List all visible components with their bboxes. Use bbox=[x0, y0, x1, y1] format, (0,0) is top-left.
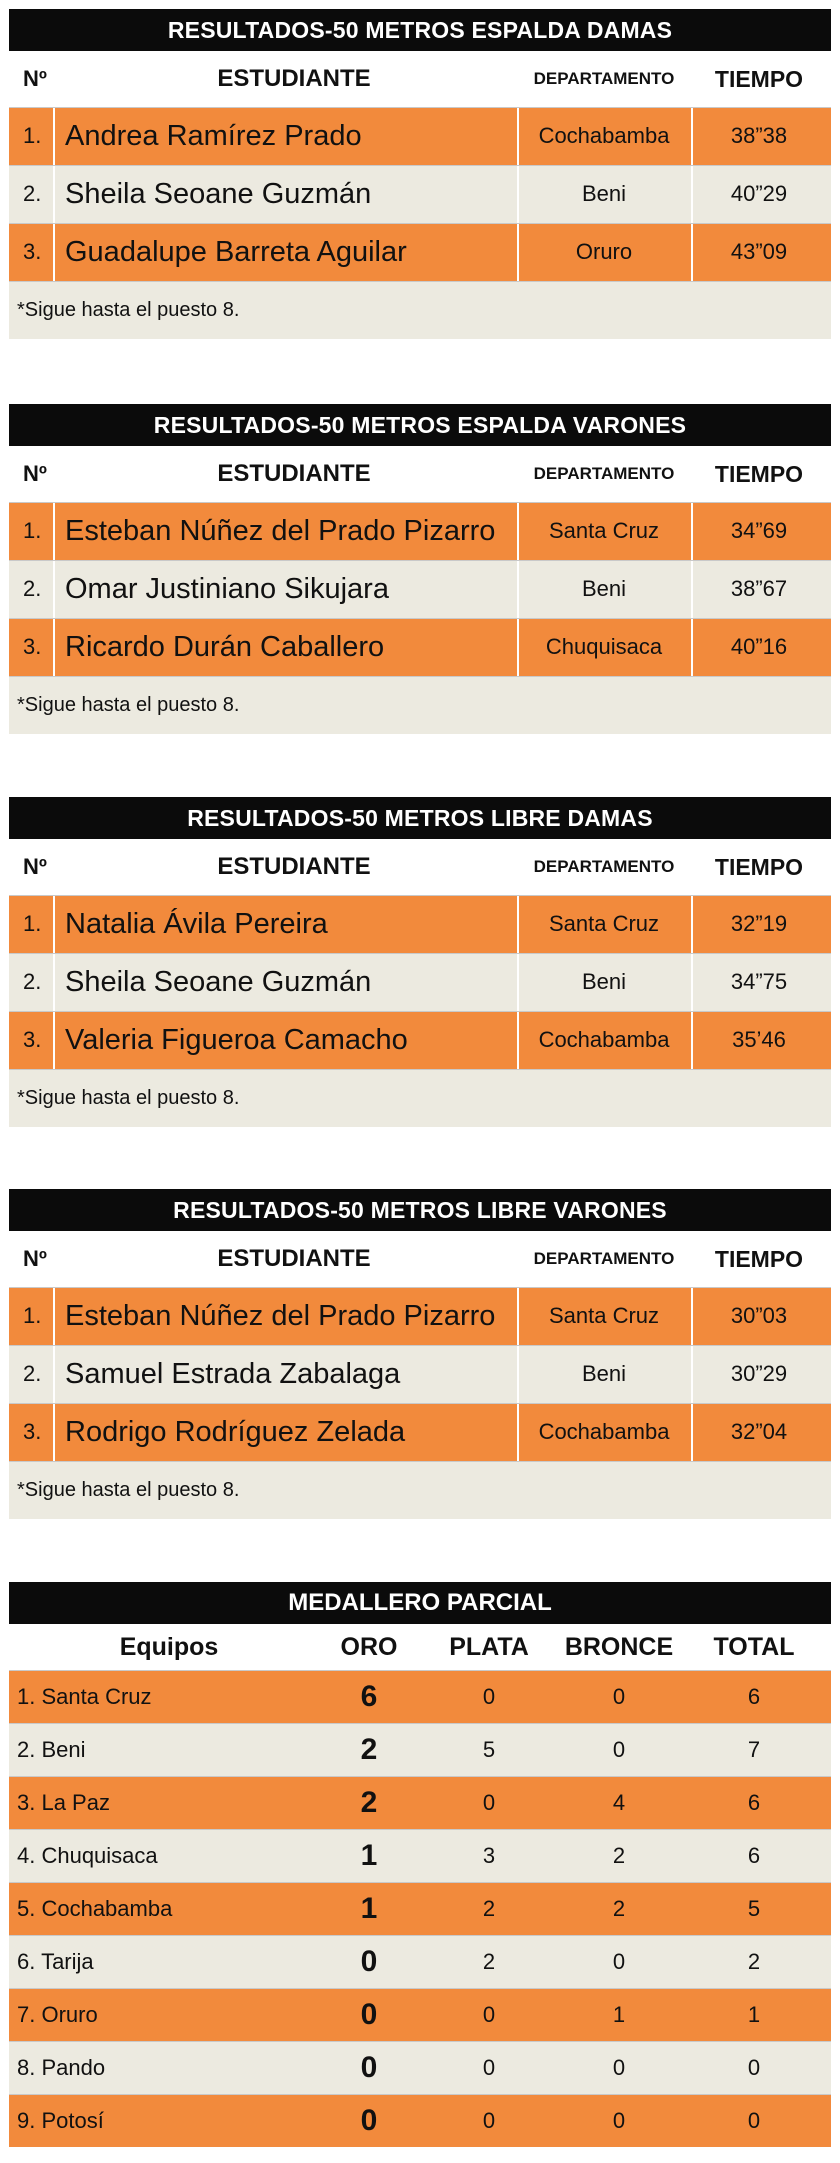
column-divider bbox=[517, 1012, 519, 1069]
student-name: Sheila Seoane Guzmán bbox=[65, 966, 372, 998]
medal-row bbox=[9, 1988, 831, 2041]
medal-row bbox=[9, 1935, 831, 1988]
table-row bbox=[9, 223, 831, 281]
department-name: Beni bbox=[581, 969, 627, 994]
place-number: 2. bbox=[23, 969, 42, 994]
total-count: 2 bbox=[747, 1949, 761, 1974]
medal-row bbox=[9, 2094, 831, 2147]
table-row bbox=[9, 1011, 831, 1069]
header-num: Nº bbox=[23, 461, 47, 486]
place-number: 1. bbox=[23, 1303, 42, 1328]
table-row bbox=[9, 560, 831, 618]
header-team: Equipos bbox=[119, 1633, 219, 1661]
bronze-count: 2 bbox=[612, 1896, 626, 1921]
silver-count: 0 bbox=[482, 2055, 496, 2080]
department-name: Chuquisaca bbox=[545, 634, 663, 659]
header-num: Nº bbox=[23, 1246, 47, 1271]
table-row bbox=[9, 502, 831, 560]
column-divider bbox=[517, 166, 519, 223]
student-name: Esteban Núñez del Prado Pizarro bbox=[65, 515, 496, 547]
department-name: Cochabamba bbox=[538, 1027, 670, 1052]
column-divider bbox=[691, 896, 693, 953]
gold-count: 6 bbox=[360, 1680, 378, 1713]
header-time: TIEMPO bbox=[714, 854, 804, 880]
table-row bbox=[9, 953, 831, 1011]
race-time: 34”69 bbox=[730, 518, 788, 543]
header-num: Nº bbox=[23, 66, 47, 91]
race-time: 35’46 bbox=[732, 1027, 786, 1052]
header-time: TIEMPO bbox=[714, 66, 804, 92]
department-name: Oruro bbox=[575, 239, 633, 264]
race-time: 43”09 bbox=[730, 239, 788, 264]
column-divider bbox=[53, 1012, 55, 1069]
gold-count: 2 bbox=[360, 1786, 378, 1819]
silver-count: 0 bbox=[482, 2108, 496, 2133]
bronze-count: 2 bbox=[612, 1843, 626, 1868]
silver-count: 2 bbox=[482, 1896, 496, 1921]
student-name: Esteban Núñez del Prado Pizarro bbox=[65, 1300, 496, 1332]
total-count: 5 bbox=[747, 1896, 761, 1921]
table-row bbox=[9, 107, 831, 165]
student-name: Sheila Seoane Guzmán bbox=[65, 178, 372, 210]
total-count: 0 bbox=[747, 2108, 761, 2133]
department-name: Santa Cruz bbox=[548, 518, 660, 543]
column-divider bbox=[691, 1288, 693, 1345]
total-count: 7 bbox=[747, 1737, 761, 1762]
race-time: 32”04 bbox=[730, 1419, 788, 1444]
place-number: 2. bbox=[23, 181, 42, 206]
footnote: *Sigue hasta el puesto 8. bbox=[9, 1461, 831, 1519]
place-number: 2. bbox=[23, 576, 42, 601]
header-student: ESTUDIANTE bbox=[217, 65, 371, 92]
bronze-count: 0 bbox=[612, 2055, 626, 2080]
bronze-count: 0 bbox=[612, 1949, 626, 1974]
total-count: 1 bbox=[747, 2002, 761, 2027]
column-divider bbox=[517, 561, 519, 618]
table-row bbox=[9, 165, 831, 223]
gold-count: 0 bbox=[360, 2104, 378, 2137]
table-header bbox=[9, 51, 831, 107]
team-name: 5. Cochabamba bbox=[17, 1896, 173, 1921]
medal-row bbox=[9, 2041, 831, 2094]
table-row bbox=[9, 895, 831, 953]
table-row bbox=[9, 1287, 831, 1345]
student-name: Omar Justiniano Sikujara bbox=[65, 573, 389, 605]
place-number: 3. bbox=[23, 239, 42, 264]
column-divider bbox=[53, 954, 55, 1011]
column-divider bbox=[53, 1404, 55, 1461]
bronze-count: 1 bbox=[612, 2002, 626, 2027]
results-table-espalda-varones bbox=[9, 404, 831, 734]
gold-count: 0 bbox=[360, 1945, 378, 1978]
section-title: RESULTADOS-50 METROS ESPALDA DAMAS bbox=[9, 9, 831, 51]
header-student: ESTUDIANTE bbox=[217, 460, 371, 487]
column-divider bbox=[691, 561, 693, 618]
column-divider bbox=[53, 1288, 55, 1345]
results-table-espalda-damas bbox=[9, 9, 831, 339]
medal-table-header bbox=[9, 1624, 831, 1670]
department-name: Cochabamba bbox=[538, 1419, 670, 1444]
silver-count: 0 bbox=[482, 1790, 496, 1815]
column-divider bbox=[53, 1346, 55, 1403]
header-department: DEPARTAMENTO bbox=[533, 464, 675, 483]
header-silver: PLATA bbox=[449, 1633, 529, 1661]
column-divider bbox=[517, 503, 519, 560]
race-time: 32”19 bbox=[730, 911, 788, 936]
column-divider bbox=[691, 503, 693, 560]
header-department: DEPARTAMENTO bbox=[533, 857, 675, 876]
race-time: 38”67 bbox=[730, 576, 788, 601]
footnote: *Sigue hasta el puesto 8. bbox=[9, 1069, 831, 1127]
column-divider bbox=[517, 108, 519, 165]
results-table-libre-damas bbox=[9, 797, 831, 1127]
column-divider bbox=[691, 619, 693, 676]
column-divider bbox=[517, 224, 519, 281]
place-number: 2. bbox=[23, 1361, 42, 1386]
silver-count: 2 bbox=[482, 1949, 496, 1974]
place-number: 1. bbox=[23, 123, 42, 148]
column-divider bbox=[691, 1346, 693, 1403]
header-bronze: BRONCE bbox=[564, 1633, 674, 1661]
column-divider bbox=[53, 166, 55, 223]
column-divider bbox=[53, 561, 55, 618]
header-department: DEPARTAMENTO bbox=[533, 69, 675, 88]
header-student: ESTUDIANTE bbox=[217, 853, 371, 880]
place-number: 1. bbox=[23, 911, 42, 936]
student-name: Andrea Ramírez Prado bbox=[65, 120, 362, 152]
bronze-count: 0 bbox=[612, 1737, 626, 1762]
student-name: Valeria Figueroa Camacho bbox=[65, 1024, 408, 1056]
column-divider bbox=[53, 108, 55, 165]
column-divider bbox=[53, 503, 55, 560]
table-row bbox=[9, 1403, 831, 1461]
header-time: TIEMPO bbox=[714, 461, 804, 487]
medal-row bbox=[9, 1829, 831, 1882]
column-divider bbox=[691, 224, 693, 281]
silver-count: 5 bbox=[482, 1737, 496, 1762]
silver-count: 0 bbox=[482, 1684, 496, 1709]
race-time: 40”16 bbox=[730, 634, 788, 659]
gold-count: 0 bbox=[360, 2051, 378, 2084]
medal-row bbox=[9, 1776, 831, 1829]
column-divider bbox=[517, 1346, 519, 1403]
team-name: 2. Beni bbox=[17, 1737, 86, 1762]
team-name: 8. Pando bbox=[17, 2055, 106, 2080]
column-divider bbox=[691, 954, 693, 1011]
table-header bbox=[9, 446, 831, 502]
student-name: Guadalupe Barreta Aguilar bbox=[65, 236, 407, 268]
section-title: RESULTADOS-50 METROS LIBRE DAMAS bbox=[9, 797, 831, 839]
header-time: TIEMPO bbox=[714, 1246, 804, 1272]
table-header bbox=[9, 839, 831, 895]
student-name: Rodrigo Rodríguez Zelada bbox=[65, 1416, 406, 1448]
bronze-count: 0 bbox=[612, 1684, 626, 1709]
team-name: 7. Oruro bbox=[17, 2002, 98, 2027]
header-num: Nº bbox=[23, 854, 47, 879]
team-name: 4. Chuquisaca bbox=[17, 1843, 158, 1868]
student-name: Samuel Estrada Zabalaga bbox=[65, 1358, 401, 1390]
column-divider bbox=[517, 619, 519, 676]
medal-row bbox=[9, 1723, 831, 1776]
team-name: 3. La Paz bbox=[17, 1790, 110, 1815]
place-number: 1. bbox=[23, 518, 42, 543]
medal-row bbox=[9, 1882, 831, 1935]
table-row bbox=[9, 618, 831, 676]
place-number: 3. bbox=[23, 1419, 42, 1444]
silver-count: 0 bbox=[482, 2002, 496, 2027]
column-divider bbox=[517, 1288, 519, 1345]
total-count: 6 bbox=[747, 1790, 761, 1815]
column-divider bbox=[691, 166, 693, 223]
medal-table bbox=[9, 1582, 831, 2147]
place-number: 3. bbox=[23, 634, 42, 659]
column-divider bbox=[53, 224, 55, 281]
total-count: 0 bbox=[747, 2055, 761, 2080]
department-name: Santa Cruz bbox=[548, 1303, 660, 1328]
column-divider bbox=[517, 954, 519, 1011]
race-time: 38”38 bbox=[730, 123, 788, 148]
column-divider bbox=[517, 1404, 519, 1461]
department-name: Beni bbox=[581, 181, 627, 206]
bronze-count: 0 bbox=[612, 2108, 626, 2133]
team-name: 6. Tarija bbox=[17, 1949, 94, 1974]
department-name: Beni bbox=[581, 576, 627, 601]
race-time: 40”29 bbox=[730, 181, 788, 206]
column-divider bbox=[691, 1012, 693, 1069]
race-time: 30”03 bbox=[730, 1303, 788, 1328]
header-gold: ORO bbox=[340, 1633, 398, 1661]
department-name: Santa Cruz bbox=[548, 911, 660, 936]
student-name: Natalia Ávila Pereira bbox=[65, 908, 328, 940]
team-name: 9. Potosí bbox=[17, 2108, 104, 2133]
gold-count: 0 bbox=[360, 1998, 378, 2031]
header-student: ESTUDIANTE bbox=[217, 1245, 371, 1272]
column-divider bbox=[517, 896, 519, 953]
header-total: TOTAL bbox=[713, 1633, 795, 1661]
footnote: *Sigue hasta el puesto 8. bbox=[9, 676, 831, 734]
results-table-libre-varones bbox=[9, 1189, 831, 1519]
section-title: RESULTADOS-50 METROS ESPALDA VARONES bbox=[9, 404, 831, 446]
race-time: 34”75 bbox=[730, 969, 788, 994]
section-title: RESULTADOS-50 METROS LIBRE VARONES bbox=[9, 1189, 831, 1231]
team-name: 1. Santa Cruz bbox=[17, 1684, 152, 1709]
race-time: 30”29 bbox=[730, 1361, 788, 1386]
column-divider bbox=[691, 108, 693, 165]
student-name: Ricardo Durán Caballero bbox=[65, 631, 385, 663]
bronze-count: 4 bbox=[612, 1790, 626, 1815]
medal-table-title: MEDALLERO PARCIAL bbox=[9, 1582, 831, 1624]
column-divider bbox=[691, 1404, 693, 1461]
total-count: 6 bbox=[747, 1843, 761, 1868]
header-department: DEPARTAMENTO bbox=[533, 1249, 675, 1268]
table-row bbox=[9, 1345, 831, 1403]
gold-count: 1 bbox=[360, 1892, 378, 1925]
medal-row bbox=[9, 1670, 831, 1723]
table-header bbox=[9, 1231, 831, 1287]
department-name: Cochabamba bbox=[538, 123, 670, 148]
place-number: 3. bbox=[23, 1027, 42, 1052]
department-name: Beni bbox=[581, 1361, 627, 1386]
gold-count: 1 bbox=[360, 1839, 378, 1872]
column-divider bbox=[53, 896, 55, 953]
gold-count: 2 bbox=[360, 1733, 378, 1766]
total-count: 6 bbox=[747, 1684, 761, 1709]
column-divider bbox=[53, 619, 55, 676]
silver-count: 3 bbox=[482, 1843, 496, 1868]
footnote: *Sigue hasta el puesto 8. bbox=[9, 281, 831, 339]
